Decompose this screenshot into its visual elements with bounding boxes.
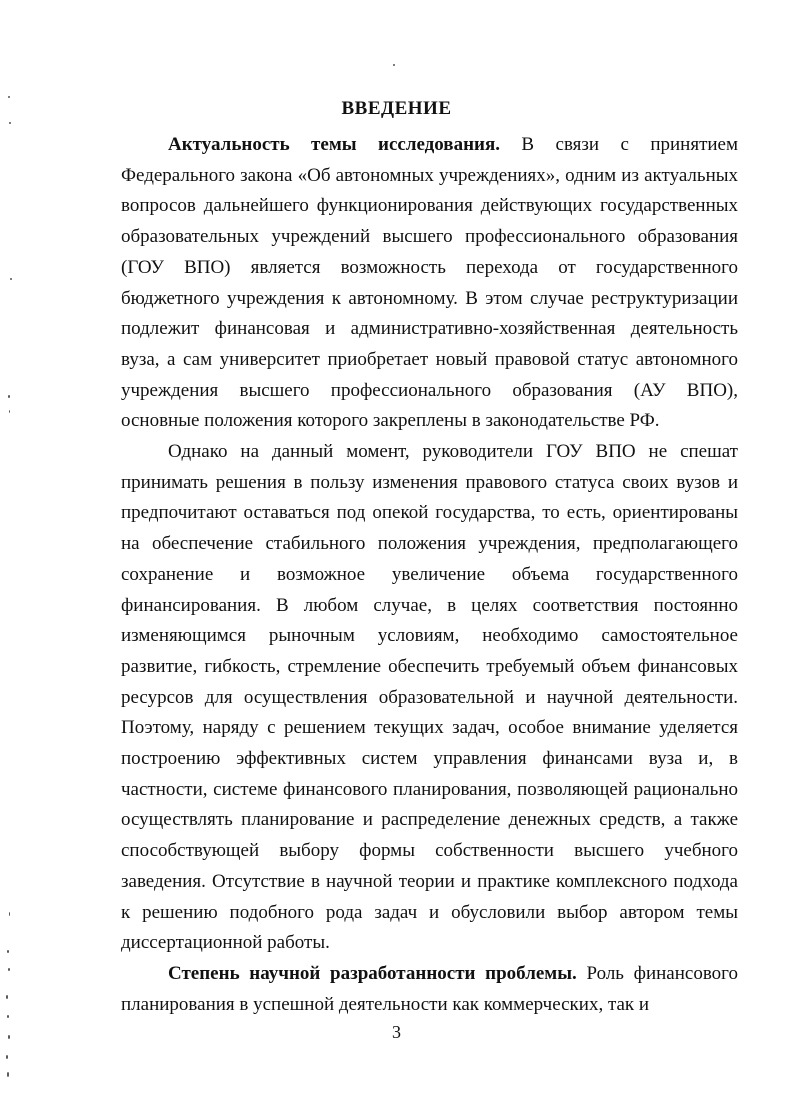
scan-speck [10,278,12,280]
paragraph-text: Однако на данный момент, руководители ГОУ ВПО не спешат принимать решения в пользу изменения правового статуса своих вузов и предпочитают оставаться под опекой государства, то есть, ориентированы на обеспечение стабильного положения учреждения, предполагающего сохранение и возможное увеличение объема государственного финансирования. В любом случае, в целях соответствия постоянно изменяющимся рыночным условиям, необходимо самостоятельное развитие, гибкость, стремление обеспечить требуемый объем финансовых ресурсов для осуществления образовательной и научной деятельности. Поэтому, наряду с решением текущих задач, особое внимание уделяется построению эффективных систем управления финансами вуза и, в частности, системе финансового планирования, позволяющей рационально осуществлять планирование и распределение денежных средств, а также способствующей выбору формы собственности высшего учебного заведения. Отсутствие в научной теории и практике комплексного подхода к решению подобного рода задач и обусловили выбор автором темы диссертационной работы. [121,441,738,954]
scan-speck [8,968,10,971]
scan-speck [8,395,10,398]
scan-speck [6,995,8,999]
paragraph-text: Роль финансового планирования в успешной деятельности как коммерческих, так и [121,962,738,1015]
scan-speck [9,122,11,124]
scan-speck [9,410,10,413]
scan-speck [8,96,10,98]
paragraph-degree-of-study [121,959,738,1020]
scan-speck [7,950,9,953]
scan-speck [7,1015,9,1018]
scan-speck [8,1035,10,1039]
paragraph-lead: Актуальность темы исследования. [168,134,500,155]
paragraph-text: В связи с принятием Федерального закона «Об автономных учреждениях», одним из актуальных вопросов дальнейшего функционирования действующих государственных образовательных учреждений высшего профессионального образования (ГОУ ВПО) является возможность перехода от государственного бюджетного учреждения к автономному. В этом случае реструктуризации подлежит финансовая и административно-хозяйственная деятельность вуза, а сам университет приобретает новый правовой статус автономного учреждения высшего профессионального образования (АУ ВПО), основные положения которого закреплены в законодательстве РФ. [121,134,739,432]
page-number: 3 [392,1022,401,1042]
scan-speck [393,64,395,66]
paragraph-lead: Степень научной разработанности проблемы. [168,962,577,984]
scan-speck [9,912,10,916]
paragraph-current-situation [121,437,738,959]
body-text [121,130,738,1020]
section-heading: ВВЕДЕНИЕ [341,98,452,119]
scan-speck [7,1072,9,1077]
paragraph-relevance [121,130,738,437]
scan-speck [6,1055,8,1059]
